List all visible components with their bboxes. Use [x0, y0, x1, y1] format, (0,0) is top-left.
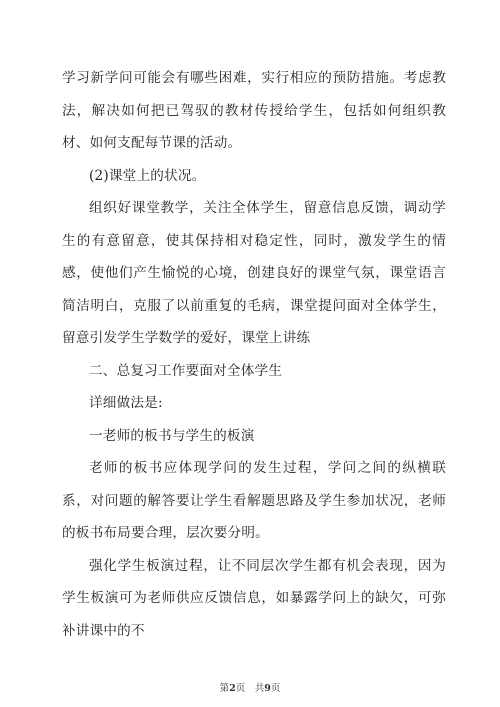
section-heading: 二、总复习工作要面对全体学生 [89, 362, 283, 379]
footer-current-page: 2 [229, 683, 236, 694]
paragraph-7: 老师的板书应体现学问的发生过程，学问之间的纵横联系，对问题的解答要让学生看解题思路及学生参加状况，老师的板书布局要合理，层次要分明。 [62, 460, 446, 541]
paragraph-8: 强化学生板演过程，让不同层次学生都有机会表现，因为学生板演可为老师供应反馈信息，如暴露学问上的缺欠，可弥补讲课中的不 [62, 557, 446, 639]
paragraph-2: (2)课堂上的状况。 [89, 167, 206, 184]
footer-suffix: 页 [270, 683, 281, 694]
paragraph-3: 组织好课堂教学，关注全体学生，留意信息反馈，调动学生的有意留意，使其保持相对稳定性，同时，激发学生的情感，使他们产生愉悦的心境，创建良好的课堂气氛，课堂语言简洁明白，克服了以前重复的毛病，课堂提问面对全体学生，留意引发学生学数学的爱好，课堂上讲练 [62, 200, 446, 346]
subheading: 一老师的板书与学生的板演 [89, 427, 255, 444]
footer-middle: 页 共 [235, 683, 265, 694]
page-footer [0, 680, 500, 694]
document-body [62, 62, 446, 647]
footer-total-pages: 9 [264, 683, 271, 694]
paragraph-5: 详细做法是: [89, 395, 163, 411]
footer-prefix: 第 [219, 683, 230, 694]
paragraph-1: 学习新学问可能会有哪些困难，实行相应的预防措施。考虑教法，解决如何把已驾驭的教材传授给学生，包括如何组织教材、如何支配每节课的活动。 [62, 70, 446, 151]
